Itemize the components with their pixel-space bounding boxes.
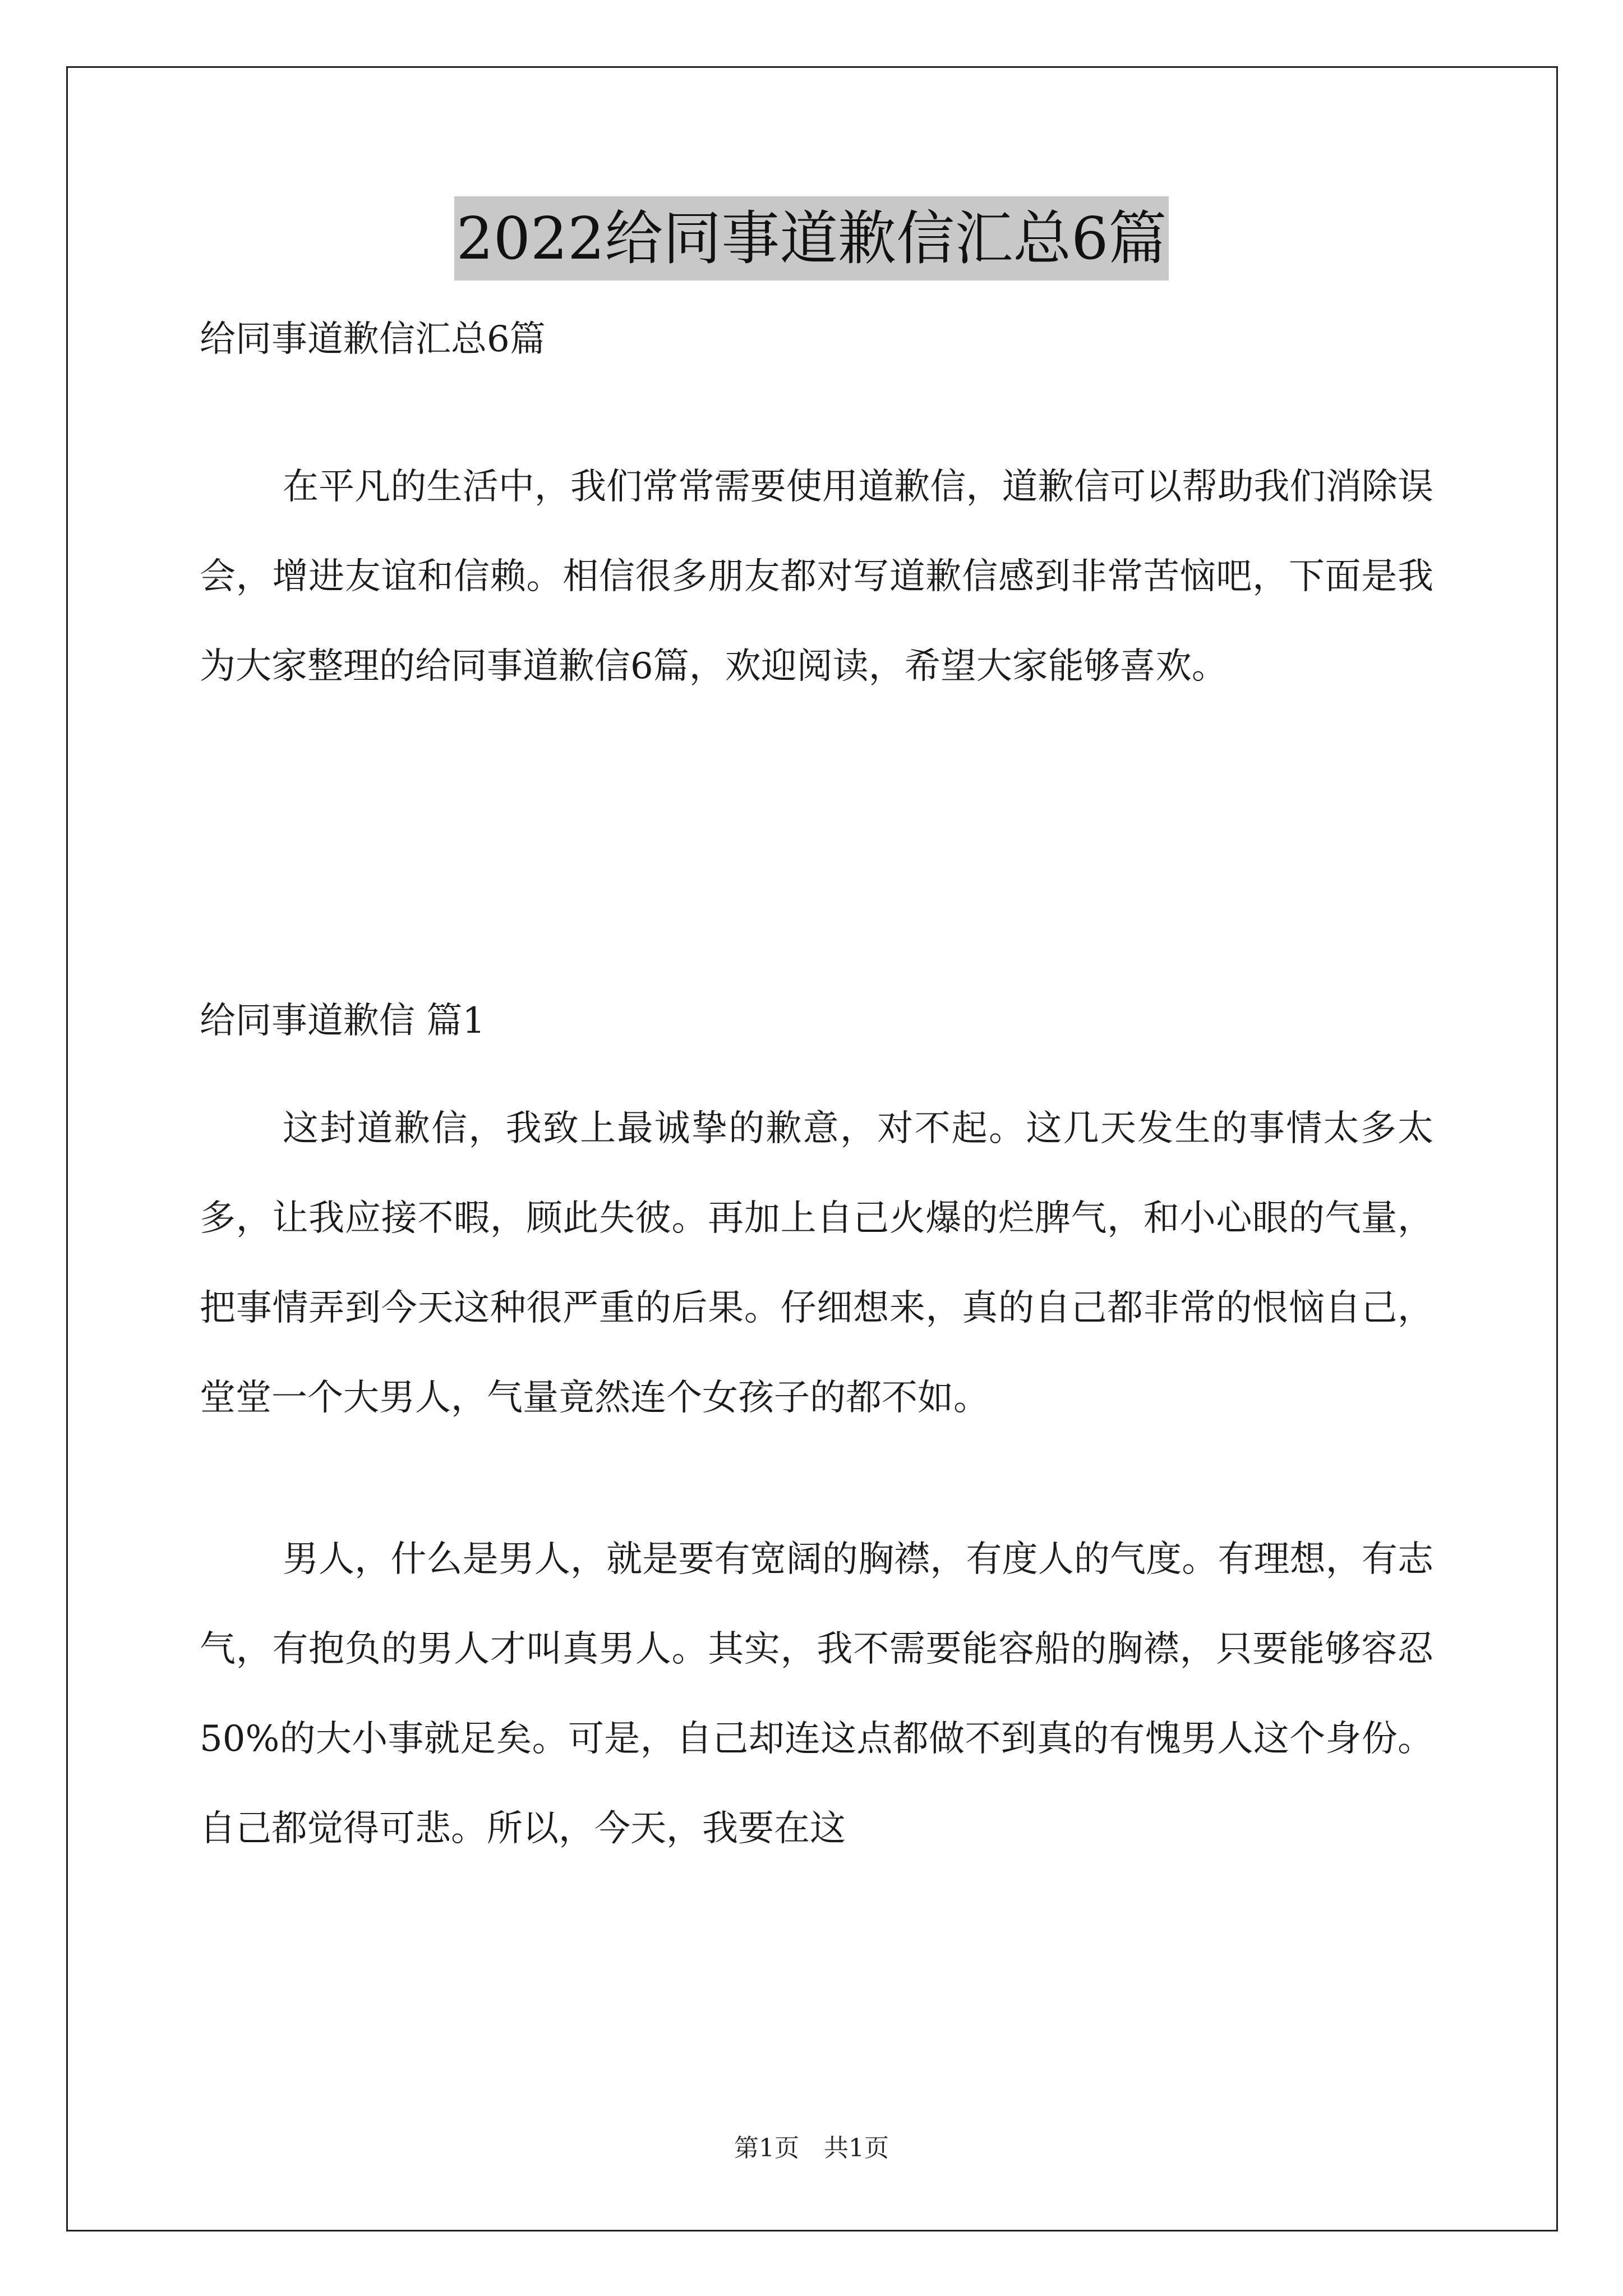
page-number-footer: 第1页 共1页	[734, 2134, 889, 2162]
body-paragraph-2: 男人，什么是男人，就是要有宽阔的胸襟，有度人的气度。有理想，有志气，有抱负的男人才叫真男人。其实，我不需要能容船的胸襟，只要能够容忍50%的大小事就足矣。可是，自己却连这点都做不到真的有愧男人这个身份。自己都觉得可悲。所以，今天，我要在这	[200, 1539, 1433, 1849]
intro-paragraph: 在平凡的生活中，我们常常需要使用道歉信，道歉信可以帮助我们消除误会，增进友谊和信赖。相信很多朋友都对写道歉信感到非常苦恼吧，下面是我为大家整理的给同事道歉信6篇，欢迎阅读，希望大家能够喜欢。	[200, 466, 1433, 687]
document-subtitle: 给同事道歉信汇总6篇	[200, 319, 546, 360]
body-paragraph-1: 这封道歉信，我致上最诚挚的歉意，对不起。这几天发生的事情太多太多，让我应接不暇，顾此失彼。再加上自己火爆的烂脾气，和小心眼的气量，把事情弄到今天这种很严重的后果。仔细想来，真的自己都非常的恨恼自己，堂堂一个大男人，气量竟然连个女孩子的都不如。	[200, 1108, 1433, 1419]
document-title: 2022给同事道歉信汇总6篇	[454, 196, 1169, 280]
title-container	[0, 196, 1623, 280]
section-heading: 给同事道歉信 篇1	[200, 1000, 486, 1042]
